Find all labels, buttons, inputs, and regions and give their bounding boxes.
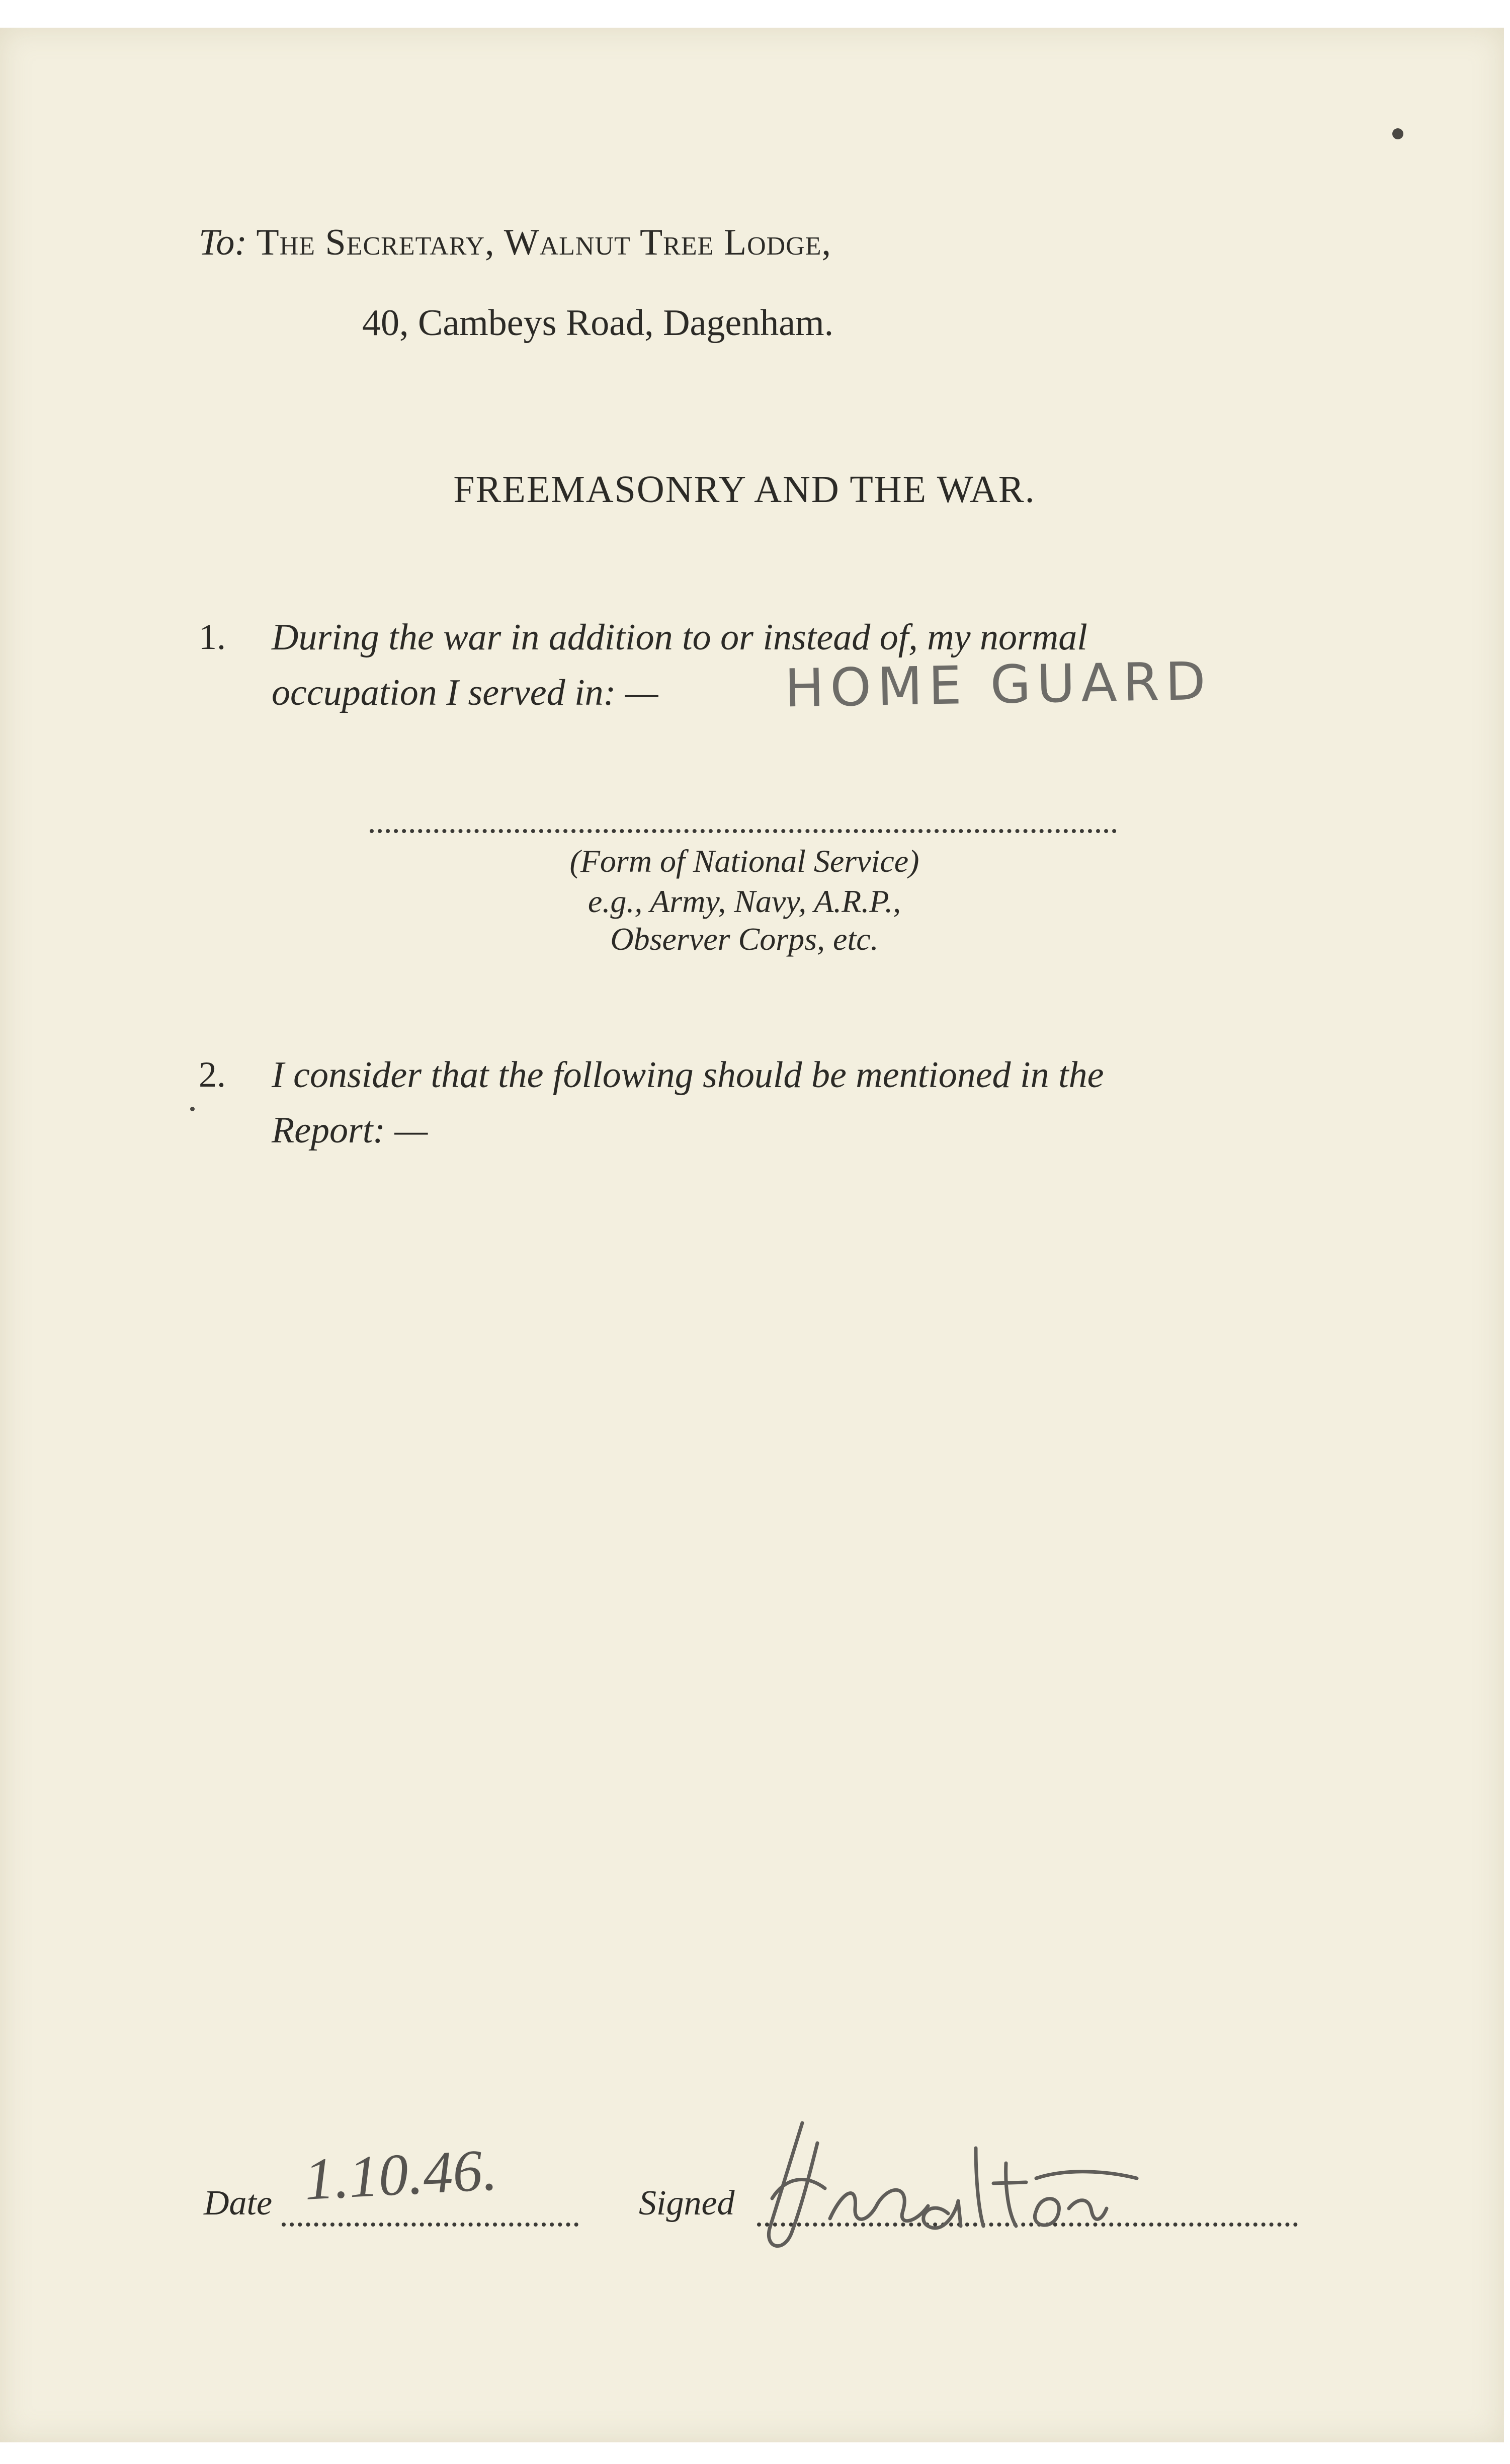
ink-speck: [190, 1107, 195, 1111]
date-label: Date: [204, 2184, 273, 2223]
question-1-caption-3: Observer Corps, etc.: [610, 921, 879, 957]
recipient-line: [199, 221, 831, 264]
question-2-text-line-1: I consider that the following should be mentioned in the: [272, 1054, 1104, 1096]
signature-image[interactable]: [754, 2103, 1207, 2269]
question-2-text-line-2: Report: —: [272, 1110, 428, 1151]
question-1-caption-1: (Form of National Service): [569, 843, 919, 879]
date-value[interactable]: 1.10.46.: [302, 2137, 499, 2212]
question-1-answer-line: [370, 829, 1117, 833]
recipient: The Secretary, Walnut Tree Lodge,: [256, 222, 831, 263]
signed-label: Signed: [639, 2184, 735, 2223]
question-1-answer[interactable]: HOME GUARD: [784, 650, 1212, 719]
page-title: FREEMASONRY AND THE WAR.: [453, 468, 1036, 511]
question-2-number: 2.: [199, 1054, 226, 1095]
question-1-text-line-2: occupation I served in: —: [272, 672, 658, 713]
question-1-number: 1.: [199, 617, 226, 657]
ink-speck: [1392, 128, 1403, 139]
form-sheet: [0, 28, 1504, 2442]
to-label: To:: [199, 222, 247, 263]
address-line: 40, Cambeys Road, Dagenham.: [362, 302, 834, 344]
question-1-caption-2: e.g., Army, Navy, A.R.P.,: [588, 883, 901, 919]
date-line: [282, 2223, 578, 2227]
question-1-text-line-1: During the war in addition to or instead of, my normal: [272, 617, 1087, 658]
